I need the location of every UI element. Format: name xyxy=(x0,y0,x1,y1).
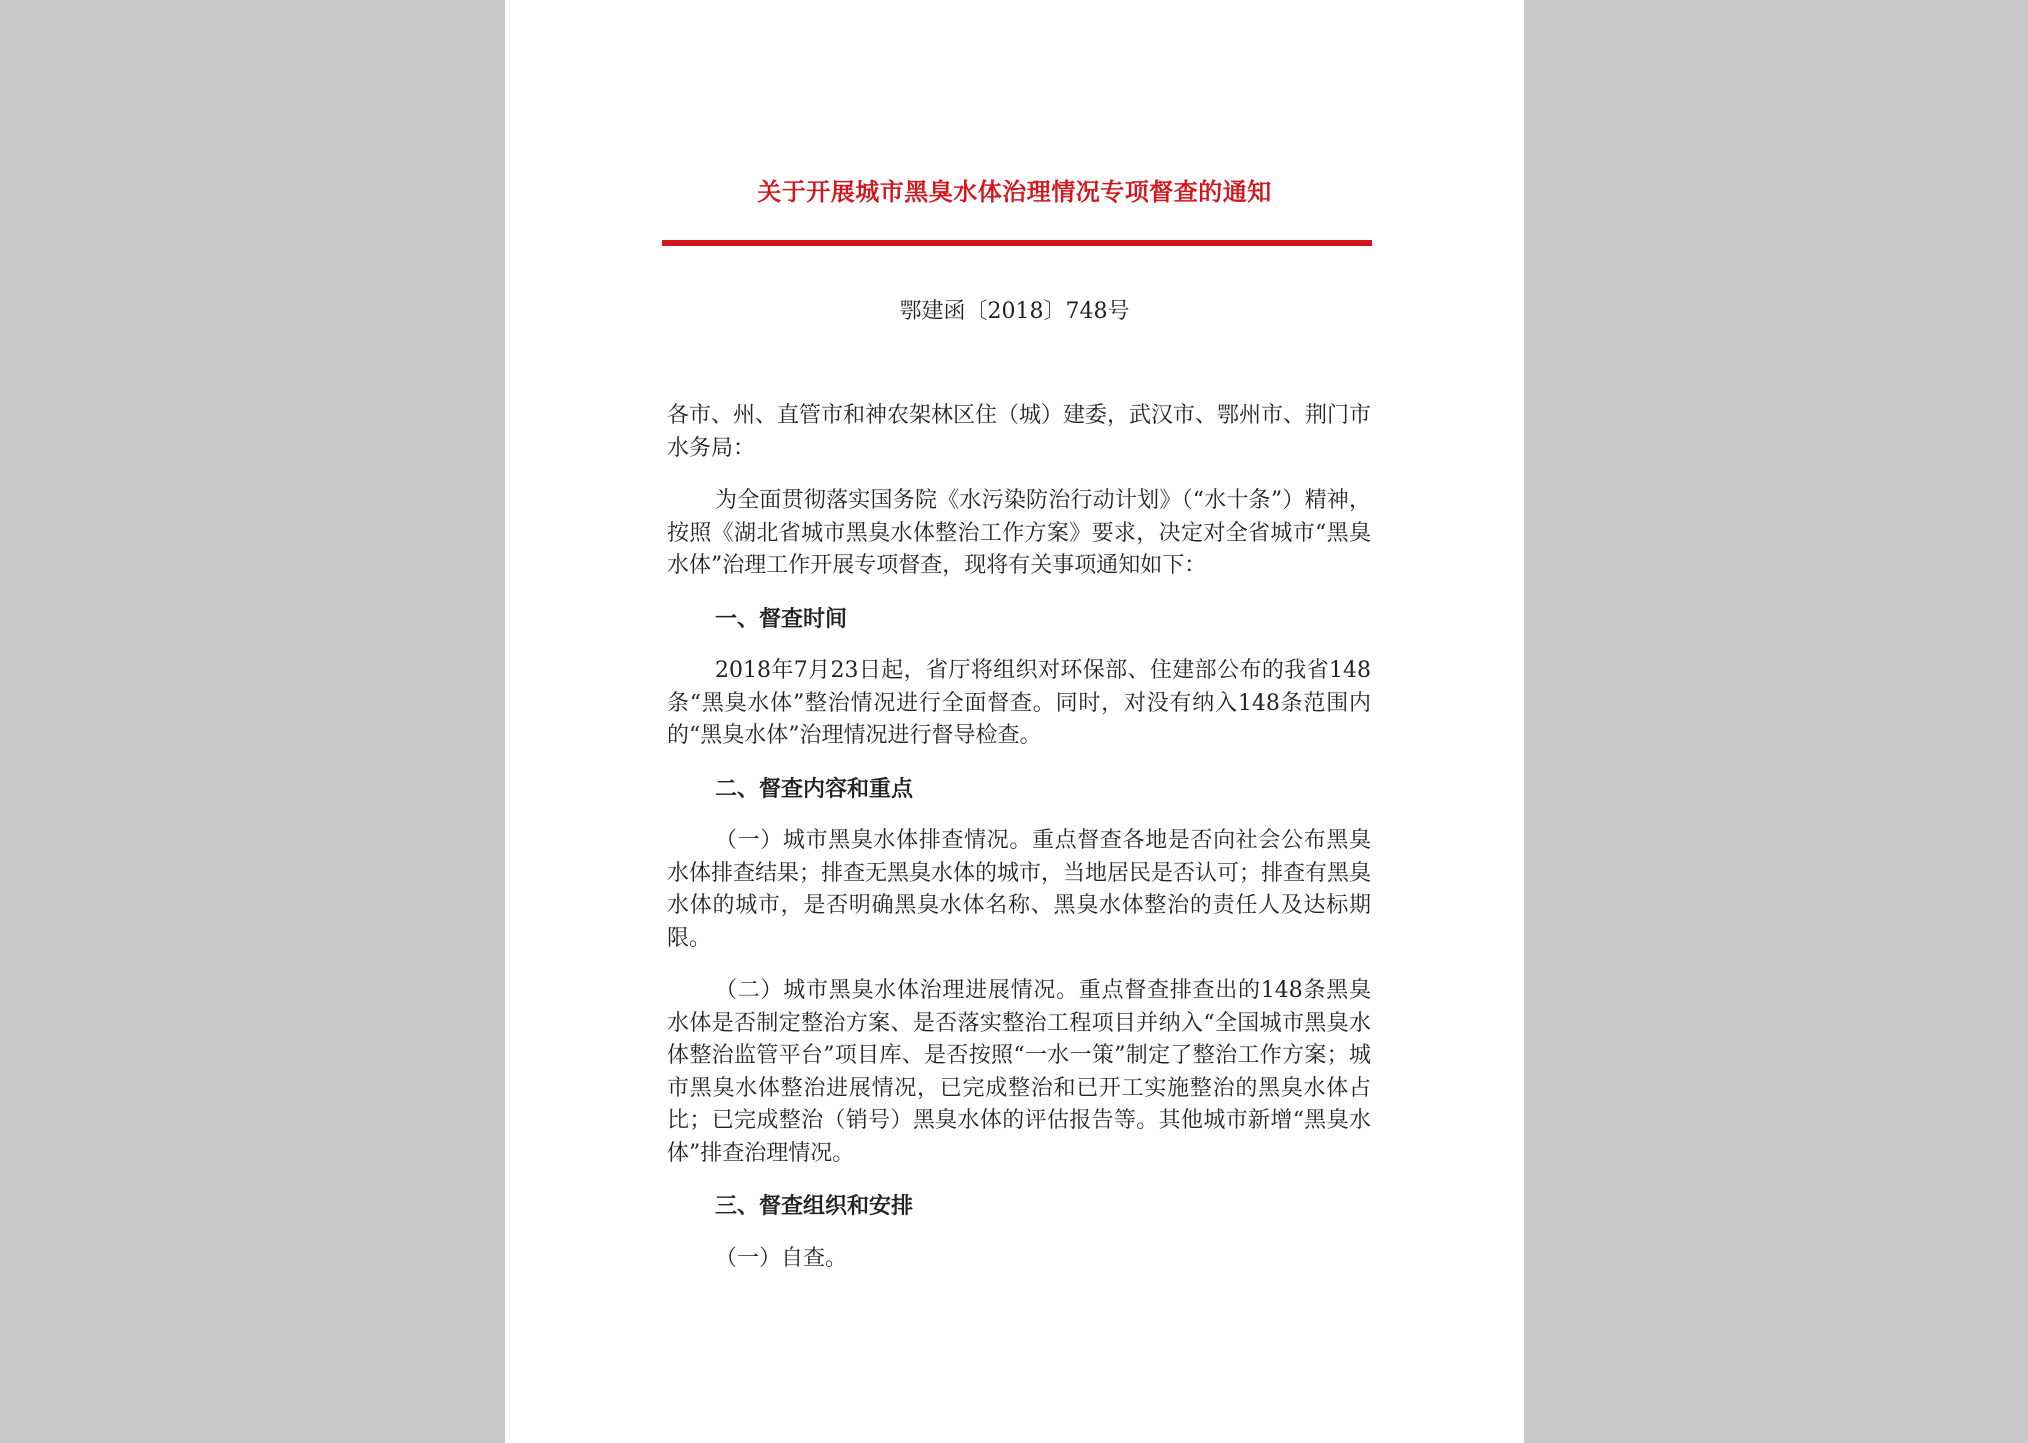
section-1-paragraph: 2018年7月23日起，省厅将组织对环保部、住建部公布的我省148条“黑臭水体”整治情况进行全面督查。同时，对没有纳入148条范围内的“黑臭水体”治理情况进行督导检查。 xyxy=(667,658,1371,748)
document-number: 鄂建函〔2018〕748号 xyxy=(899,299,1130,324)
salutation: 各市、州、直管市和神农架林区住（城）建委，武汉市、鄂州市、荆门市水务局： xyxy=(667,403,1372,461)
intro-paragraph: 为全面贯彻落实国务院《水污染防治行动计划》（“水十条”）精神，按照《湖北省城市黑臭水体整治工作方案》要求，决定对全省城市“黑臭水体”治理工作开展专项督查，现将有关事项通知如下： xyxy=(667,488,1371,578)
section-2-item-2: （二）城市黑臭水体治理进展情况。重点督查排查出的148条黑臭水体是否制定整治方案、是否落实整治工程项目并纳入“全国城市黑臭水体整治监管平台”项目库、是否按照“一水一策”制定了整治工作方案；城市黑臭水体整治进展情况，已完成整治和已开工实施整治的黑臭水体占比；已完成整治（销号）黑臭水体的评估报告等。其他城市新增“黑臭水体”排查治理情况。 xyxy=(667,978,1371,1166)
section-heading-3: 三、督查组织和安排 xyxy=(715,1193,914,1219)
section-2-item-1: （一）城市黑臭水体排查情况。重点督查各地是否向社会公布黑臭水体排查结果；排查无黑臭水体的城市，当地居民是否认可；排查有黑臭水体的城市，是否明确黑臭水体名称、黑臭水体整治的责任人及达标期限。 xyxy=(667,828,1372,951)
section-3-item-1: （一）自查。 xyxy=(715,1245,848,1271)
document-body xyxy=(667,400,1371,1295)
document-title: 关于开展城市黑臭水体治理情况专项督查的通知 xyxy=(757,177,1272,206)
document-page xyxy=(505,0,1524,1443)
title-divider xyxy=(662,240,1372,246)
section-heading-2: 二、督查内容和重点 xyxy=(715,775,914,802)
section-heading-1: 一、督查时间 xyxy=(715,605,848,632)
